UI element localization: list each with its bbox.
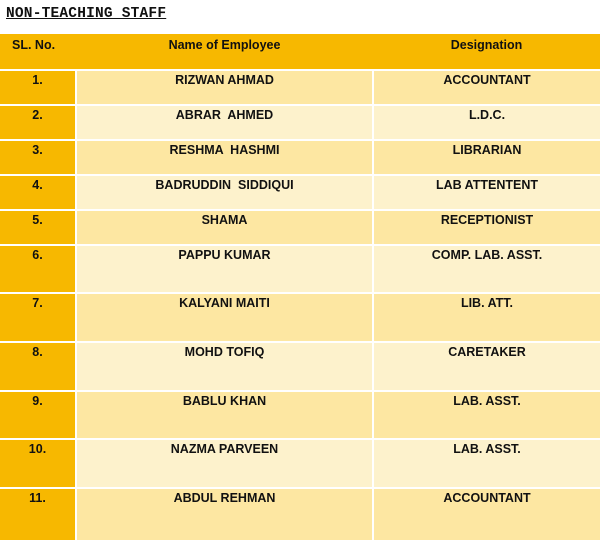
sl-no-cell: 11. <box>0 488 76 540</box>
designation-cell: CARETAKER <box>373 342 600 391</box>
table-row <box>0 488 600 540</box>
sl-no-cell: 3. <box>0 140 76 175</box>
sl-no-cell: 6. <box>0 245 76 293</box>
table-header-row <box>0 34 600 70</box>
sl-no-cell: 5. <box>0 210 76 245</box>
employee-name-cell: RIZWAN AHMAD <box>76 70 373 105</box>
table-row <box>0 342 600 391</box>
designation-cell: LAB. ASST. <box>373 439 600 488</box>
sl-no-cell: 2. <box>0 105 76 140</box>
employee-name-cell: NAZMA PARVEEN <box>76 439 373 488</box>
table-row <box>0 391 600 439</box>
designation-cell: LAB ATTENTENT <box>373 175 600 210</box>
table-row <box>0 105 600 140</box>
designation-cell: LIB. ATT. <box>373 293 600 342</box>
table-row <box>0 70 600 105</box>
table-row <box>0 439 600 488</box>
employee-name-cell: RESHMA HASHMI <box>76 140 373 175</box>
employee-name-cell: MOHD TOFIQ <box>76 342 373 391</box>
sl-no-cell: 4. <box>0 175 76 210</box>
staff-table <box>0 34 600 540</box>
sl-no-cell: 7. <box>0 293 76 342</box>
table-row <box>0 140 600 175</box>
designation-cell: RECEPTIONIST <box>373 210 600 245</box>
table-row <box>0 245 600 293</box>
table-row <box>0 175 600 210</box>
employee-name-cell: KALYANI MAITI <box>76 293 373 342</box>
sl-no-cell: 10. <box>0 439 76 488</box>
designation-cell: COMP. LAB. ASST. <box>373 245 600 293</box>
employee-name-cell: BADRUDDIN SIDDIQUI <box>76 175 373 210</box>
table-row <box>0 210 600 245</box>
designation-cell: LAB. ASST. <box>373 391 600 439</box>
sl-no-cell: 8. <box>0 342 76 391</box>
employee-name-cell: ABRAR AHMED <box>76 105 373 140</box>
table-row <box>0 293 600 342</box>
designation-cell: ACCOUNTANT <box>373 488 600 540</box>
employee-name-cell: SHAMA <box>76 210 373 245</box>
designation-cell: LIBRARIAN <box>373 140 600 175</box>
designation-cell: ACCOUNTANT <box>373 70 600 105</box>
header-name-of-employee: Name of Employee <box>76 34 373 70</box>
employee-name-cell: ABDUL REHMAN <box>76 488 373 540</box>
sl-no-cell: 9. <box>0 391 76 439</box>
page-title: NON-TEACHING STAFF <box>6 6 167 22</box>
header-sl-no: SL. No. <box>0 34 76 70</box>
employee-name-cell: BABLU KHAN <box>76 391 373 439</box>
designation-cell: L.D.C. <box>373 105 600 140</box>
sl-no-cell: 1. <box>0 70 76 105</box>
employee-name-cell: PAPPU KUMAR <box>76 245 373 293</box>
header-designation: Designation <box>373 34 600 70</box>
